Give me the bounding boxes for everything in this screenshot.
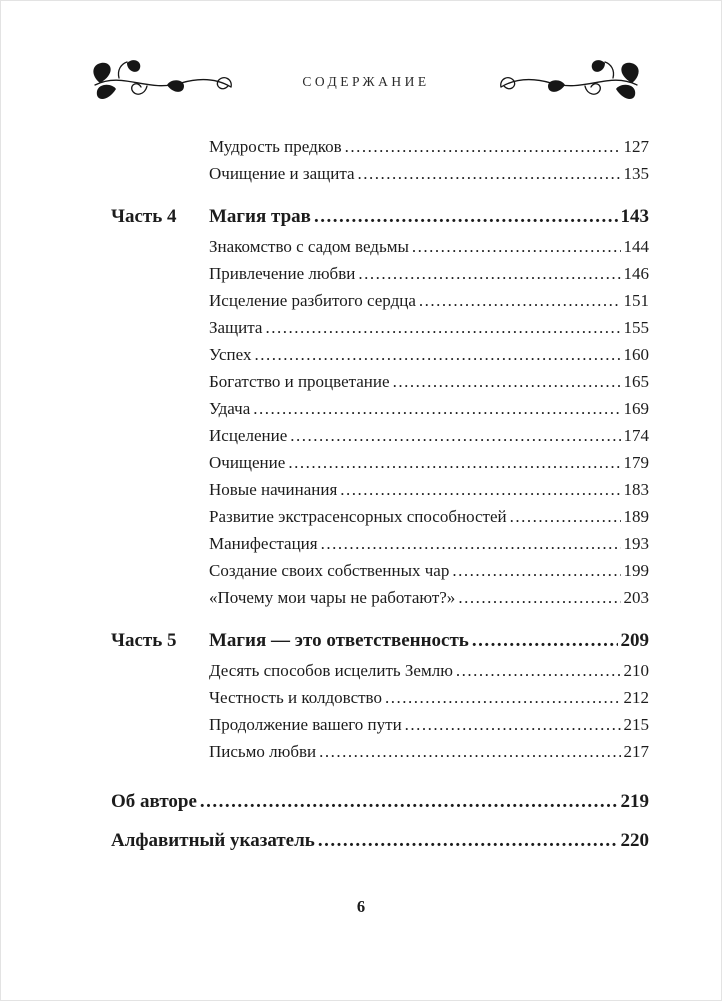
toc-page-number: 219 bbox=[620, 791, 649, 812]
toc-page-number: 199 bbox=[623, 561, 649, 580]
toc-page-number: 210 bbox=[623, 661, 649, 680]
toc-page-number: 215 bbox=[623, 715, 649, 734]
toc-entry-label: Магия трав bbox=[209, 206, 311, 227]
toc-entry-label: Манифестация bbox=[209, 534, 318, 553]
toc-entry-label: Честность и колдовство bbox=[209, 688, 382, 707]
toc-dot-leader bbox=[321, 530, 621, 557]
toc-row bbox=[111, 133, 649, 160]
toc-entry-label: Богатство и процветание bbox=[209, 372, 390, 391]
toc-part-row bbox=[111, 624, 649, 657]
toc-dot-leader bbox=[456, 657, 621, 684]
toc-page-number: 165 bbox=[623, 372, 649, 391]
toc-row bbox=[111, 449, 649, 476]
toc-entry-label: Магия — это ответственность bbox=[209, 630, 469, 651]
toc-page-number: 179 bbox=[623, 453, 649, 472]
toc-entry-label: Продолжение вашего пути bbox=[209, 715, 402, 734]
toc-dot-leader bbox=[288, 449, 620, 476]
toc-dot-leader bbox=[510, 503, 621, 530]
toc-page-number: 209 bbox=[620, 630, 649, 651]
toc-page-number: 220 bbox=[620, 830, 649, 851]
toc-dot-leader bbox=[265, 314, 620, 341]
toc-dot-leader bbox=[458, 584, 620, 611]
toc-dot-leader bbox=[419, 287, 621, 314]
toc-page-number: 217 bbox=[623, 742, 649, 761]
toc-list bbox=[111, 133, 649, 857]
toc-row bbox=[111, 530, 649, 557]
toc-row bbox=[111, 684, 649, 711]
toc-dot-leader bbox=[345, 133, 621, 160]
toc-entry-label: Развитие экстрасенсорных способностей bbox=[209, 507, 507, 526]
toc-page-number: 135 bbox=[623, 164, 649, 183]
toc-part-row bbox=[111, 200, 649, 233]
toc-dot-leader bbox=[412, 233, 621, 260]
toc-row bbox=[111, 368, 649, 395]
page-number: 6 bbox=[356, 897, 366, 916]
toc-row bbox=[111, 422, 649, 449]
toc-row bbox=[111, 160, 649, 187]
vine-flourish-icon bbox=[89, 59, 234, 105]
vine-flourish-icon bbox=[498, 59, 643, 105]
toc-page-number: 174 bbox=[623, 426, 649, 445]
toc-dot-leader bbox=[385, 684, 621, 711]
toc-row bbox=[111, 824, 649, 857]
toc-dot-leader bbox=[319, 738, 620, 765]
toc-row bbox=[111, 503, 649, 530]
toc-row bbox=[111, 476, 649, 503]
toc-entry-label: Знакомство с садом ведьмы bbox=[209, 237, 409, 256]
toc-entry-label: Очищение bbox=[209, 453, 286, 472]
toc-entry-label: Письмо любви bbox=[209, 742, 317, 761]
toc-dot-leader bbox=[472, 624, 618, 657]
toc-page-number: 146 bbox=[623, 264, 649, 283]
toc-page-number: 160 bbox=[623, 345, 649, 364]
toc-row bbox=[111, 287, 649, 314]
toc-entry-label: Исцеление разбитого сердца bbox=[209, 291, 416, 310]
toc-page-number: 183 bbox=[623, 480, 649, 499]
toc-entry-label: Успех bbox=[209, 345, 252, 364]
contents-title: СОДЕРЖАНИЕ bbox=[302, 74, 430, 89]
toc-row bbox=[111, 233, 649, 260]
toc-entry-label: Защита bbox=[209, 318, 263, 337]
toc-page-number: 155 bbox=[623, 318, 649, 337]
toc-row bbox=[111, 657, 649, 684]
toc-dot-leader bbox=[340, 476, 620, 503]
toc-row bbox=[111, 341, 649, 368]
toc-dot-leader bbox=[290, 422, 620, 449]
toc-dot-leader bbox=[253, 395, 620, 422]
toc-entry-label: Алфавитный указатель bbox=[111, 830, 315, 851]
toc-page-number: 212 bbox=[623, 688, 649, 707]
toc-row bbox=[111, 557, 649, 584]
toc-part-label: Часть 4 bbox=[111, 206, 177, 227]
toc-row bbox=[111, 785, 649, 818]
toc-entry-label: «Почему мои чары не работают?» bbox=[209, 588, 456, 607]
toc-dot-leader bbox=[254, 341, 620, 368]
toc-entry-label: Десять способов исцелить Землю bbox=[209, 661, 453, 680]
toc-entry-label: Новые начинания bbox=[209, 480, 338, 499]
toc-page-number: 189 bbox=[623, 507, 649, 526]
toc-page-number: 143 bbox=[620, 206, 649, 227]
toc-row bbox=[111, 314, 649, 341]
toc-dot-leader bbox=[405, 711, 621, 738]
toc-dot-leader bbox=[314, 200, 618, 233]
toc-row bbox=[111, 395, 649, 422]
toc-entry-label: Исцеление bbox=[209, 426, 288, 445]
toc-row bbox=[111, 711, 649, 738]
toc-page-number: 127 bbox=[623, 137, 649, 156]
toc-page-number: 151 bbox=[623, 291, 649, 310]
toc-dot-leader bbox=[200, 785, 618, 818]
toc-dot-leader bbox=[393, 368, 621, 395]
toc-entry-label: Очищение и защита bbox=[209, 164, 355, 183]
toc-page-number: 193 bbox=[623, 534, 649, 553]
toc-page-number: 169 bbox=[623, 399, 649, 418]
toc-entry-label: Мудрость предков bbox=[209, 137, 342, 156]
toc-dot-leader bbox=[452, 557, 620, 584]
toc-row bbox=[111, 738, 649, 765]
toc-dot-leader bbox=[318, 824, 618, 857]
toc-entry-label: Удача bbox=[209, 399, 251, 418]
toc-entry-label: Создание своих собственных чар bbox=[209, 561, 450, 580]
toc-row bbox=[111, 260, 649, 287]
toc-row bbox=[111, 584, 649, 611]
toc-dot-leader bbox=[358, 160, 621, 187]
toc-part-label: Часть 5 bbox=[111, 630, 177, 651]
toc-dot-leader bbox=[358, 260, 620, 287]
toc-entry-label: Привлечение любви bbox=[209, 264, 356, 283]
toc-header bbox=[89, 57, 643, 107]
toc-page-number: 203 bbox=[623, 588, 649, 607]
toc-page-number: 144 bbox=[623, 237, 649, 256]
toc-entry-label: Об авторе bbox=[111, 791, 197, 812]
